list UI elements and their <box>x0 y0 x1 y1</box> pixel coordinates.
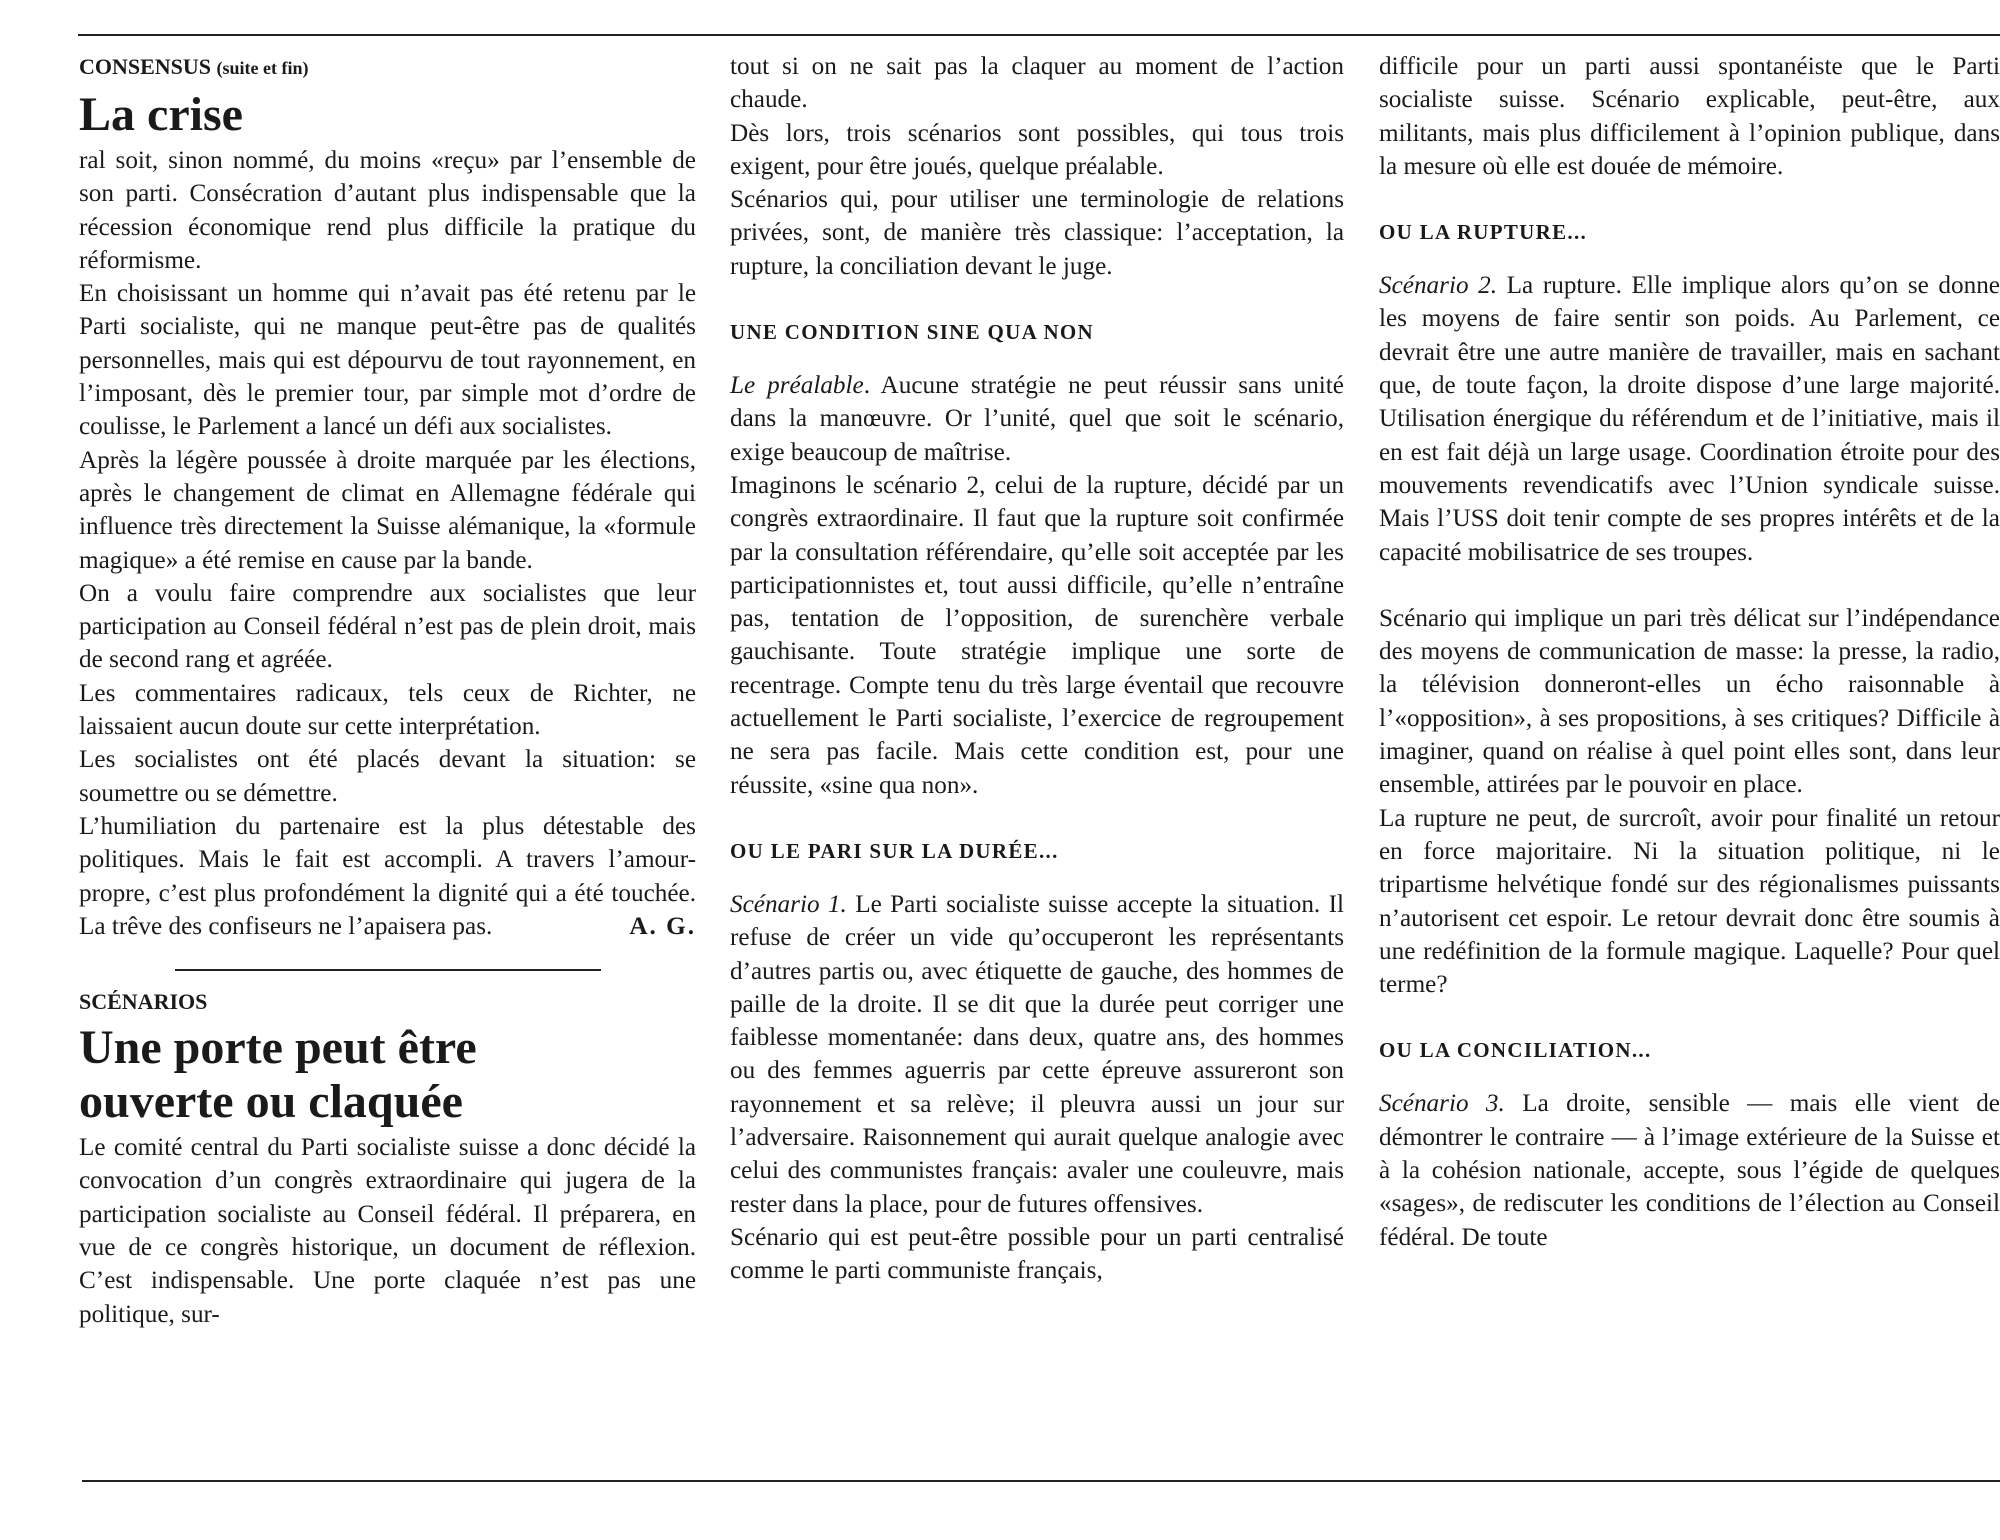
column-1 <box>79 50 696 1331</box>
condition-paragraph-1 <box>730 369 1344 469</box>
article1-paragraph-7-text: L’humiliation du partenaire est la plus détestable des politiques. Mais le fait est accompli. A travers l’amour-propre, c’est plus profondément la dignité qui a été touchée. La trêve des confiseurs ne l’apaisera pas. <box>79 812 696 940</box>
top-rule <box>78 34 2000 36</box>
spacer <box>1379 569 2000 602</box>
conciliation-paragraph-1 <box>1379 1087 2000 1253</box>
rupture-paragraph-2: Scénario qui implique un pari très délicat sur l’indépendance des moyens de communication de masse: la presse, la radio, la télévision donneront-elles un écho raisonnable à l’«opposition», à ses propositions, à ses critiques? Difficile à imaginer, quand on réalise à quel point elles sont, dans leur ensemble, attirées par le pouvoir en place. <box>1379 604 2000 799</box>
headline-porte <box>79 1021 696 1129</box>
article1-paragraph-7 <box>79 810 696 943</box>
spacer <box>730 349 1344 369</box>
duree-paragraph-2-part2: difficile pour un parti aussi spontanéiste que le Parti socialiste suisse. Scénario explicable, peut-être, aux militants, mais plus difficilement à l’opinion publique, dans la mesure où elle est douée de mémoire. <box>1379 53 2000 180</box>
article2-intro-paragraph-2: Dès lors, trois scénarios sont possibles, qui tous trois exigent, pour être joués, quelque préalable. <box>730 119 1344 180</box>
rupture-lead-italic: Scénario 2. <box>1379 272 1498 300</box>
duree-paragraph-1 <box>730 888 1344 1221</box>
headline-porte-line-2: ouverte ou claquée <box>79 1075 463 1129</box>
author-signature: A. G. <box>629 912 696 940</box>
spacer <box>1379 249 2000 269</box>
rupture-paragraph-3: La rupture ne peut, de surcroît, avoir pour finalité un retour en force majoritaire. Ni la situation politique, ni le tripartisme helvétique fondé sur des régionalismes puissants n’autorisent cet espoir. Le retour devrait donc être soumis à une redéfinition de la formule magique. Laquelle? Pour quel terme? <box>1379 804 2000 999</box>
rupture-lead-rest: La rupture. Elle implique alors qu’on se donne les moyens de faire sentir son poids. Au Parlement, ce devrait être une autre manière de travailler, mais en sachant que, de toute façon, la droite dispose d’une large majorité. Utilisation énergique du référendum et de l’initiative, mais il en est fait déjà un large usage. Coordination étroite pour des mouvements revendicatifs avec l’Union syndicale suisse. Mais l’USS doit tenir compte de ses propres intérêts et de la capacité mobilisatrice de ses troupes. <box>1379 272 2000 566</box>
duree-lead-rest: Le Parti socialiste suisse accepte la situation. Il refuse de créer un vide qu’occuperont les représentants d’autres partis ou, avec étiquette de gauche, des hommes de paille de la droite. Il se dit que la durée peut corriger une faiblesse momentanée: dans deux, quatre ans, des hommes ou des femmes aguerris par cette épreuve assureront son rayonnement et sa relève; il pleuvra aussi un jour sur l’adversaire. Raisonnement qui aurait quelque analogie avec celui des communistes français: avaler une couleuvre, mais rester dans la place, pour de futures offensives. <box>730 890 1344 1218</box>
article1-paragraph-2: En choisissant un homme qui n’avait pas été retenu par le Parti socialiste, qui ne manque peut-être pas de qualités personnelles, mais qui est dépourvu de tout rayonnement, en l’imposant, dès le premier tour, par simple mot d’ordre de coulisse, le Parlement a lancé un défi aux socialistes. <box>79 280 696 441</box>
condition-lead-italic: Le préalable <box>730 372 864 400</box>
kicker-consensus-sub: (suite et fin) <box>216 58 309 78</box>
column-3 <box>1379 50 2000 1254</box>
conciliation-lead-italic: Scénario 3. <box>1379 1090 1505 1118</box>
headline-la-crise: La crise <box>79 88 243 141</box>
article1-paragraph-5: Les commentaires radicaux, tels ceux de Richter, ne laissaient aucun doute sur cette interprétation. <box>79 679 696 741</box>
article-divider <box>175 969 601 971</box>
condition-paragraph-2: Imaginons le scénario 2, celui de la rupture, décidé par un congrès extraordinaire. Il faut que la rupture soit confirmée par la consultation référendaire, qu’elle soit acceptée par les participationnistes et, tout aussi difficile, qu’elle n’entraîne pas, tentation de l’opposition, de surenchère verbale gauchisante. Toute stratégie implique une sorte de recentrage. Compte tenu du très large éventail que recouvre actuellement le Parti socialiste, l’exercice de regroupement ne sera pas facile. Mais cette condition est, pour une réussite, «sine qua non». <box>730 471 1344 799</box>
article1-paragraph-1: ral soit, sinon nommé, du moins «reçu» par l’ensemble de son parti. Consécration d’autant plus indispensable que la récession économique rend plus difficile la pratique du réformisme. <box>79 147 696 274</box>
subhead-duree: OU LE PARI SUR LA DURÉE... <box>730 838 1059 863</box>
condition-lead-rest: . Aucune stratégie ne peut réussir sans unité dans la manœuvre. Or l’unité, quel que soit le scénario, exige beaucoup de maîtrise. <box>730 372 1344 466</box>
spacer <box>730 868 1344 888</box>
article1-paragraph-4: On a voulu faire comprendre aux socialistes que leur participation au Conseil fédéral n’est pas de plein droit, mais de second rang et agréée. <box>79 579 696 674</box>
article1-paragraph-3: Après la légère poussée à droite marquée par les élections, après le changement de climat en Allemagne fédérale qui influence très directement la Suisse alémanique, la «formule magique» a été remise en cause par la bande. <box>79 446 696 574</box>
conciliation-lead-rest: La droite, sensible — mais elle vient de démontrer le contraire — à l’image extérieure de la Suisse et à la cohésion nationale, accepte, sous l’égide de quelques «sages», de rediscuter les conditions de l’élection au Conseil fédéral. De toute <box>1379 1090 2000 1251</box>
subhead-conciliation: OU LA CONCILIATION... <box>1379 1038 1652 1063</box>
article2-intro-paragraph-3: Scénarios qui, pour utiliser une terminologie de relations privées, sont, de manière très classique: l’acceptation, la rupture, la conciliation devant le juge. <box>730 186 1344 280</box>
spacer <box>1379 183 2000 216</box>
kicker-consensus <box>79 50 696 85</box>
kicker-scenarios: SCÉNARIOS <box>79 989 208 1015</box>
kicker-consensus-text: CONSENSUS <box>79 54 212 79</box>
rupture-paragraph-1 <box>1379 269 2000 569</box>
duree-paragraph-2-part1: Scénario qui est peut-être possible pour un parti centralisé comme le parti communiste français, <box>730 1223 1344 1285</box>
bottom-rule <box>82 1480 2000 1482</box>
article2-intro-part1: Le comité central du Parti socialiste suisse a donc décidé la convocation d’un congrès extraordinaire qui jugera de la participation socialiste au Conseil fédéral. Il préparera, en vue de ce congrès historique, un document de réflexion. C’est indispensable. Une porte claquée n’est pas une politique, sur- <box>79 1134 696 1328</box>
spacer <box>730 802 1344 835</box>
article1-paragraph-6: Les socialistes ont été placés devant la situation: se soumettre ou se démettre. <box>79 746 696 807</box>
column-2 <box>730 50 1344 1288</box>
article2-intro-part1-continued: tout si on ne sait pas la claquer au moment de l’action chaude. <box>730 53 1344 114</box>
subhead-condition: UNE CONDITION SINE QUA NON <box>730 320 1095 345</box>
spacer <box>730 283 1344 316</box>
headline-porte-line-1: Une porte peut être <box>79 1021 477 1075</box>
spacer <box>1379 1067 2000 1087</box>
duree-lead-italic: Scénario 1. <box>730 890 847 918</box>
spacer <box>1379 1001 2000 1034</box>
subhead-rupture: OU LA RUPTURE... <box>1379 220 1588 245</box>
